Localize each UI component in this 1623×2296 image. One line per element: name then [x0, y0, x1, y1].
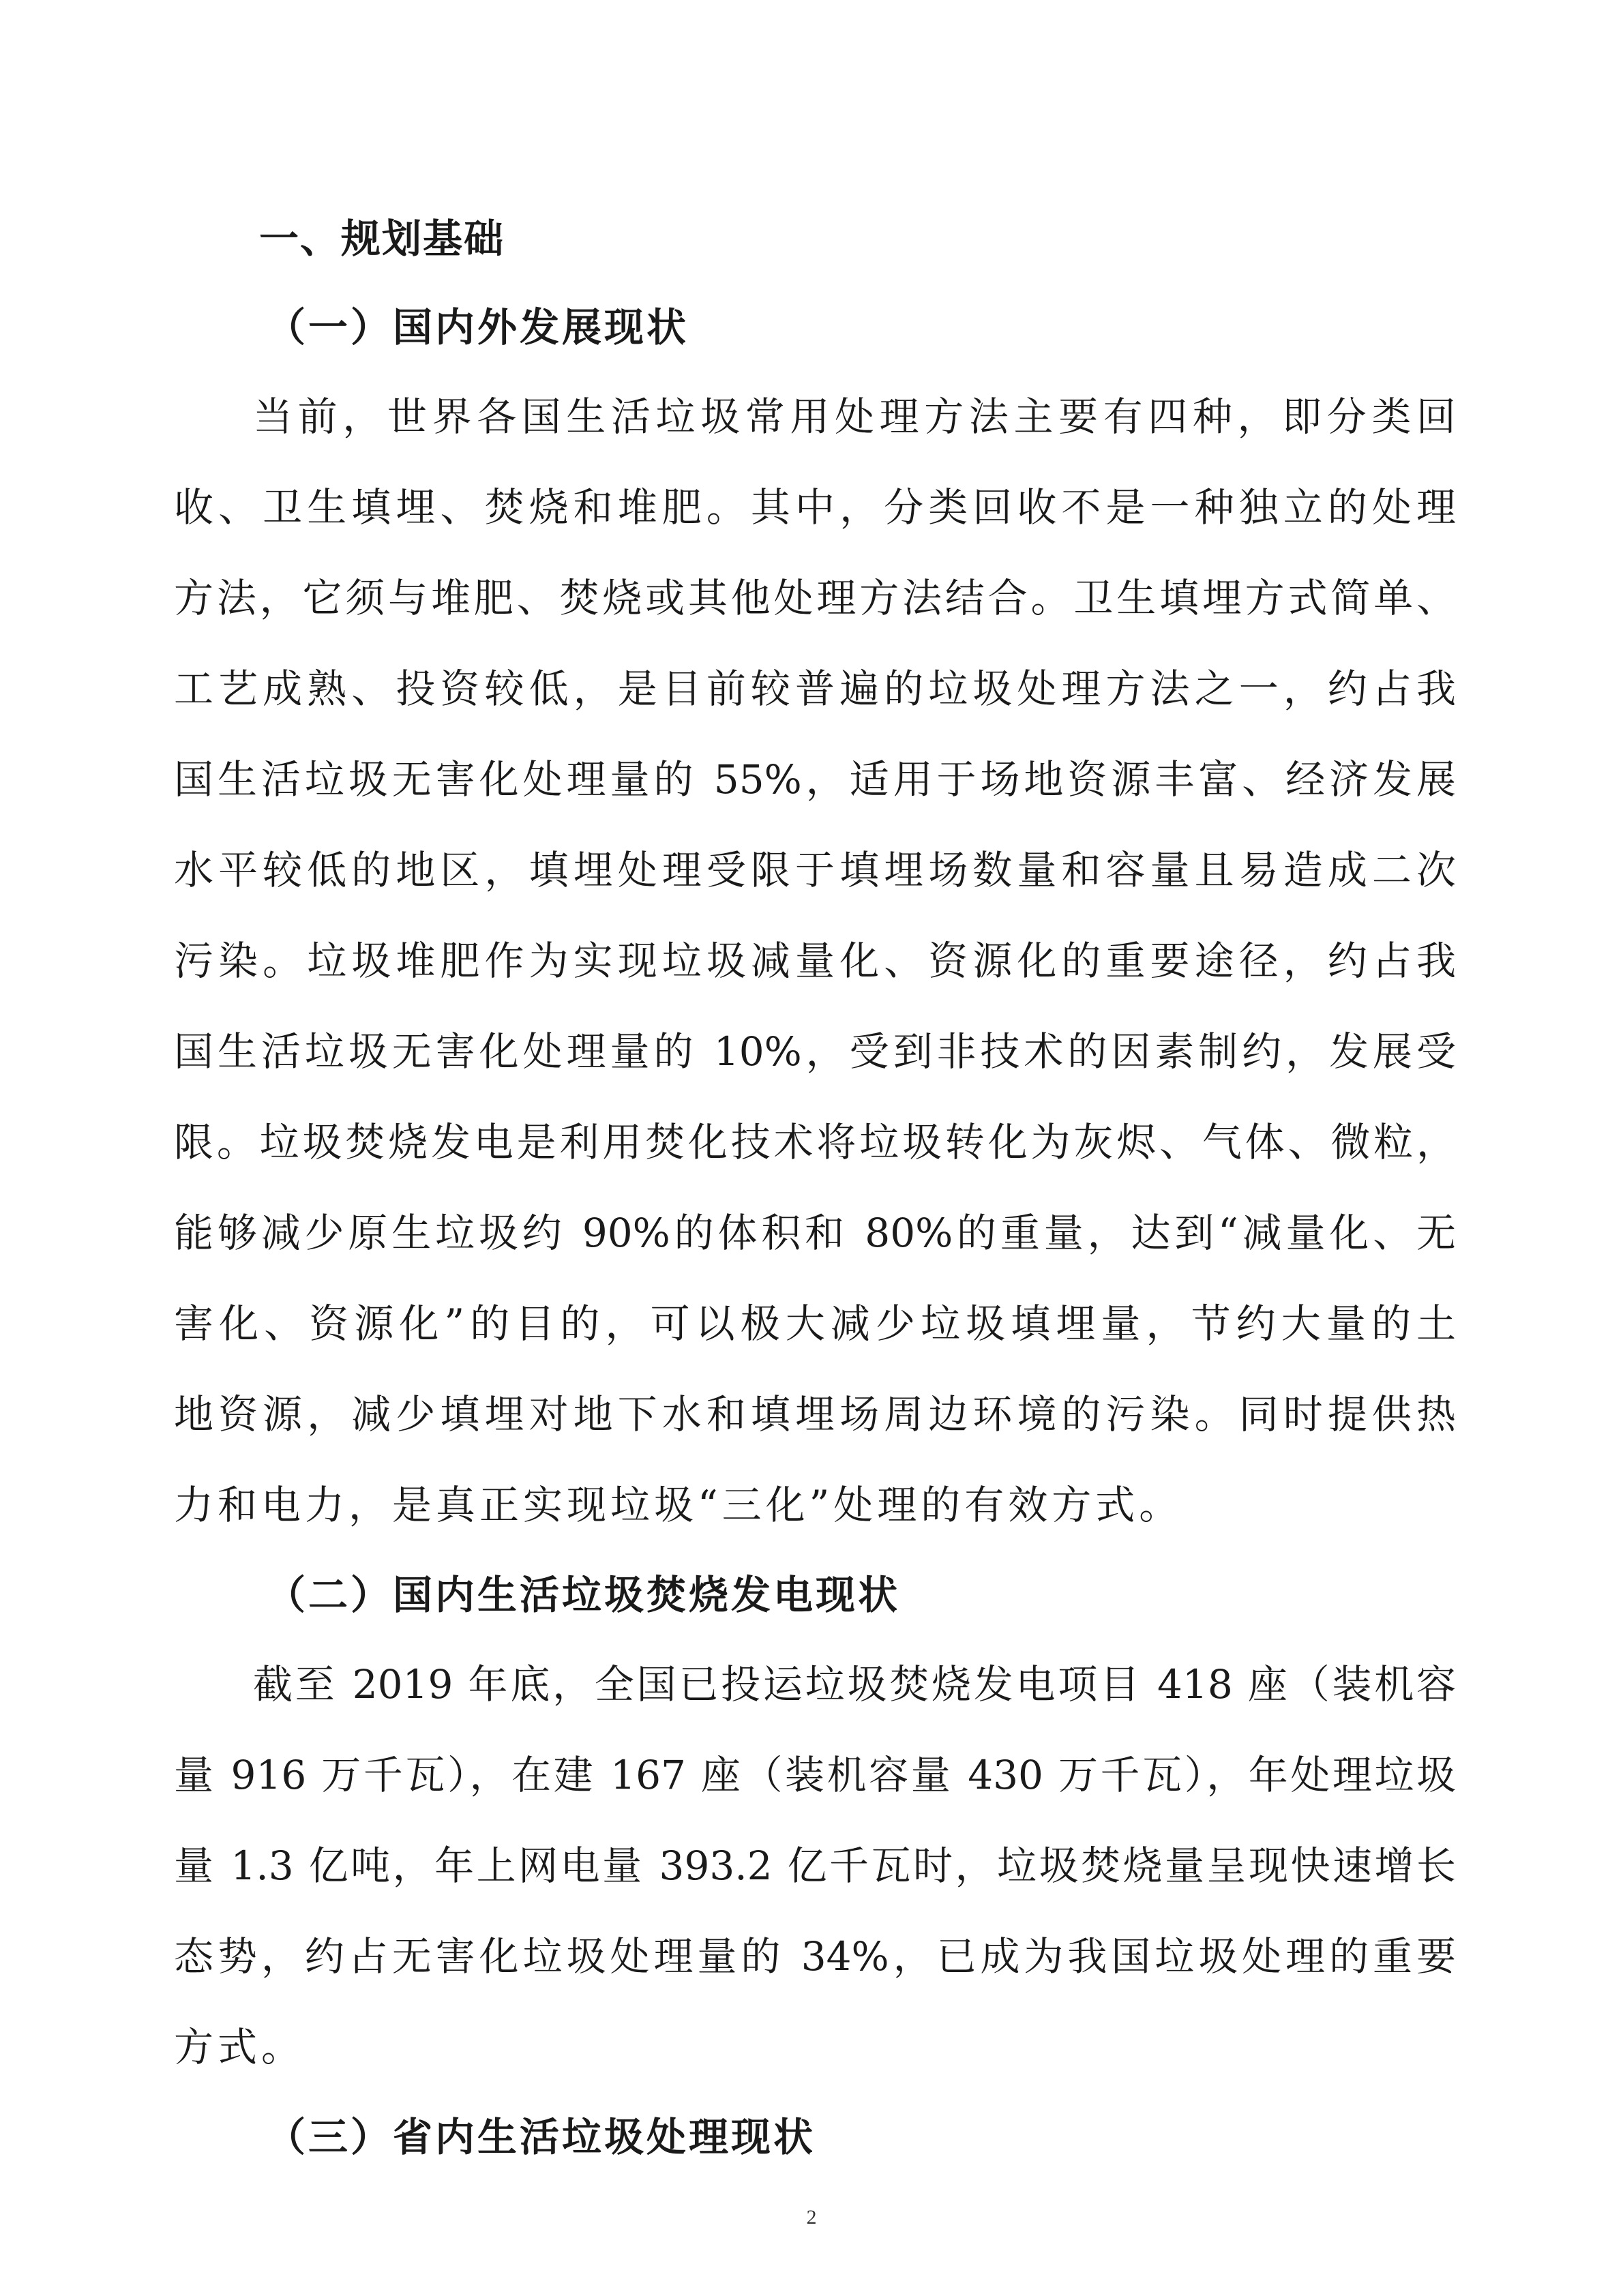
- paragraph-line: 工艺成熟、投资较低，是目前较普遍的垃圾处理方法之一，约占我: [174, 666, 1456, 712]
- paragraph-2: [174, 1639, 1456, 2093]
- paragraph-line: 国生活垃圾无害化处理量的 10%，受到非技术的因素制约，发展受: [174, 1028, 1456, 1075]
- paragraph-line: 限。垃圾焚烧发电是利用焚化技术将垃圾转化为灰烬、气体、微粒，: [174, 1119, 1456, 1165]
- section-heading-3: （三）省内生活垃圾处理现状: [266, 2114, 816, 2160]
- paragraph-line: 地资源，减少填埋对地下水和填埋场周边环境的污染。同时提供热: [174, 1391, 1456, 1437]
- paragraph-line: 污染。垃圾堆肥作为实现垃圾减量化、资源化的重要途径，约占我: [174, 938, 1456, 984]
- paragraph-line: 方式。: [174, 2024, 306, 2070]
- document-body: [174, 194, 1456, 2181]
- paragraph-line: 方法，它须与堆肥、焚烧或其他处理方法结合。卫生填埋方式简单、: [174, 575, 1456, 621]
- paragraph-line: 量 916 万千瓦），在建 167 座（装机容量 430 万千瓦），年处理垃圾: [174, 1752, 1456, 1798]
- paragraph-line: 当前，世界各国生活垃圾常用处理方法主要有四种，即分类回: [253, 393, 1456, 440]
- paragraph-line: 收、卫生填埋、焚烧和堆肥。其中，分类回收不是一种独立的处理: [174, 484, 1456, 531]
- paragraph-line: 量 1.3 亿吨，年上网电量 393.2 亿千瓦时，垃圾焚烧量呈现快速增长: [174, 1843, 1456, 1889]
- paragraph-line: 态势，约占无害化垃圾处理量的 34%，已成为我国垃圾处理的重要: [174, 1933, 1456, 1980]
- section-heading-1: （一）国内外发展现状: [266, 304, 689, 351]
- paragraph-line: 国生活垃圾无害化处理量的 55%，适用于场地资源丰富、经济发展: [174, 756, 1456, 803]
- section-heading-2: （二）国内生活垃圾焚烧发电现状: [266, 1572, 901, 1618]
- paragraph-1: [174, 372, 1456, 1551]
- paragraph-line: 能够减少原生垃圾约 90%的体积和 80%的重量，达到“减量化、无: [174, 1210, 1456, 1256]
- paragraph-line: 力和电力，是真正实现垃圾“三化”处理的有效方式。: [174, 1482, 1183, 1528]
- paragraph-line: 截至 2019 年底，全国已投运垃圾焚烧发电项目 418 座（装机容: [253, 1661, 1456, 1708]
- paragraph-line: 害化、资源化”的目的，可以极大减少垃圾填埋量，节约大量的土: [174, 1300, 1456, 1347]
- chapter-heading: 一、规划基础: [259, 215, 505, 262]
- paragraph-line: 水平较低的地区，填埋处理受限于填埋场数量和容量且易造成二次: [174, 847, 1456, 893]
- page-number: 2: [806, 2206, 817, 2228]
